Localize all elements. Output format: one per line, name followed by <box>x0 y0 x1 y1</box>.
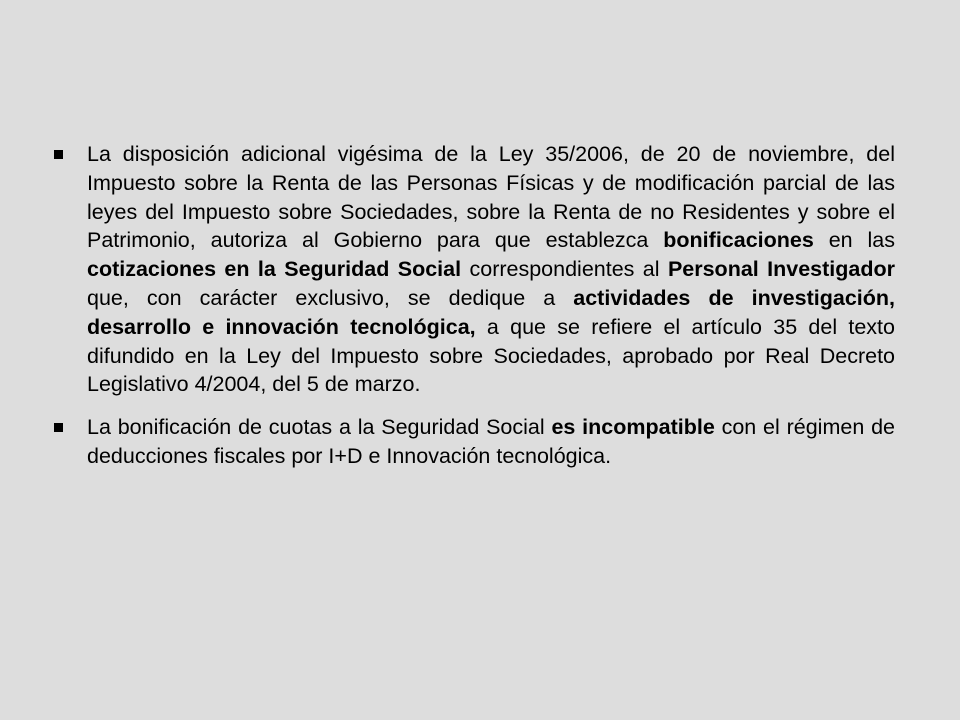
bold-text-segment: actividades de investigación, desarrollo e innovación tecnológica, <box>87 285 895 339</box>
bold-text-segment: Personal Investigador <box>667 257 895 282</box>
bullet-text <box>87 415 895 468</box>
square-bullet-icon <box>54 423 63 432</box>
square-bullet-icon <box>54 150 63 159</box>
bullet-item <box>50 140 895 399</box>
text-segment: a que se refiere el artículo 35 del texto difundido en la Ley del Impuesto sobre Sociedades, aprobado por Real Decreto Legislativo 4/2004, del 5 de marzo. <box>87 314 895 397</box>
text-segment: que, con carácter exclusivo, se dedique a <box>87 285 574 310</box>
bullet-item <box>50 413 895 471</box>
bold-text-segment: cotizaciones en la Seguridad Social <box>87 257 462 282</box>
text-segment: correspondientes al <box>461 257 668 282</box>
text-segment: con el régimen de deducciones fiscales por I+D e Innovación tecnológica. <box>87 415 895 468</box>
text-segment: La bonificación de cuotas a la Seguridad Social <box>87 415 552 440</box>
text-segment: La disposición adicional vigésima de la Ley 35/2006, de 20 de noviembre, del Impuesto sobre la Renta de las Personas Físicas y de modificación parcial de las leyes del Impuesto sobre Sociedades, sobre la Renta de no Residentes y sobre el Patrimonio, autoriza al Gobierno para que establezca <box>87 142 895 253</box>
bullet-list <box>50 140 895 485</box>
bold-text-segment: es incompatible <box>551 415 715 440</box>
text-segment: en las <box>813 228 895 253</box>
bullet-text <box>87 142 895 396</box>
bold-text-segment: bonificaciones <box>663 228 814 253</box>
